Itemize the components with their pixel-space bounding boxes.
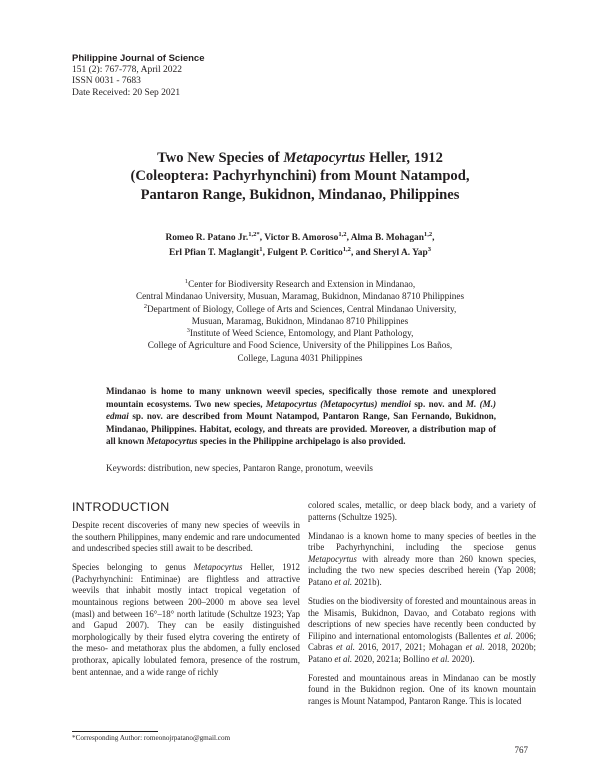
author-list (80, 231, 520, 260)
paragraph: Mindanao is a known home to many species of beetles in the tribe Pachyrhynchini, including the speciose genus Metapocyrtus with already more than 260 known species, including the two new species described herein (Yap 2008; Patano et al. 2021b). (308, 530, 536, 587)
footnote-rule (72, 731, 158, 732)
affiliations (80, 278, 520, 364)
paper-title (80, 149, 520, 204)
author-line-1: Romeo R. Patano Jr.$^{1,2*}$, Victor B. Amoroso$^{1,2}$, Alma B. Mohagan$^{1,2}$, (165, 230, 435, 243)
paragraph: Despite recent discoveries of many new species of weevils in the southern Philippines, many endemic and rare undocumented and undescribed species still await to be described. (72, 520, 300, 554)
date-received: Date Received: 20 Sep 2021 (72, 87, 181, 98)
title-line-1: Two New Species of Metapocyrtus Heller, 1912 (157, 150, 443, 166)
author-name: Romeo R. Patano Jr. (165, 233, 249, 243)
author-line-2: Erl Pfian T. Maglangit$^1$, Fulgent P. Coritico$^{1,2}$, and Sheryl A. Yap$^3$ (168, 245, 431, 258)
section-heading-introduction: INTRODUCTION (72, 500, 170, 514)
author-name: Victor B. Amoroso (264, 233, 339, 243)
author-name: Sheryl A. Yap (373, 247, 428, 258)
author-name: Erl Pfian T. Maglangit (168, 247, 260, 258)
paragraph: Studies on the biodiversity of forested and mountainous areas in the Misamis, Bukidnon, Davao, and Cotabato regions with descriptions of new species have recently been conducted by Filipino and international entomologists (Ballentes et al. 2006; Cabras et al. 2016, 2017, 2021; Mohagan et al. 2018, 2020b; Patano et al. 2020, 2021a; Bollino et al. 2020). (308, 595, 537, 664)
paragraph: colored scales, metallic, or deep black body, and a variety of patterns (Schultze 1925). (308, 500, 536, 522)
volume-pages: 151 (2): 767-778, April 2022 (72, 64, 183, 75)
affiliation-2-line-1: $^2$Department of Biology, College of Arts and Sciences, Central Mindanao University, (143, 302, 457, 314)
affiliation-3-line-3: College, Laguna 4031 Philippines (237, 352, 363, 363)
keywords: Keywords: distribution, new species, Pantaron Range, pronotum, weevils (106, 463, 373, 473)
page-number: 767 (514, 745, 528, 755)
title-line-2: (Coleoptera: Pachyrhynchini) from Mount Natampod, (130, 168, 470, 185)
author-name: Alma B. Mohagan (350, 233, 424, 243)
journal-name: Philippine Journal of Science (72, 53, 205, 64)
left-column (72, 500, 300, 686)
affiliation-2-line-2: Musuan, Maramag, Bukidnon, Mindanao 8710 Philippines (191, 315, 409, 326)
affiliation-3-line-1: $^3$Institute of Weed Science, Entomology, and Plant Pathology, (186, 327, 414, 339)
title-line-3: Pantaron Range, Bukidnon, Mindanao, Philippines (140, 186, 460, 203)
abstract: Mindanao is home to many unknown weevil species, specifically those remote and unexplored mountain ecosystems. Two new species, Metapocyrtus (Metapocyrtus) mendioi sp. nov. and M. (M.) edmai sp. nov. are described from Mount Natampod, Pantaron Range, San Fernando, Bukidnon, Mindanao, Philippines. Habitat, ecology, and threats are provided. Moreover, a distribution map of all known Metapocyrtus species in the Philippine archipelago is also provided. (106, 386, 496, 446)
paragraph: Forested and mountainous areas in Mindanao can be mostly found in the Bukidnon region. One of its known mountain ranges is Mount Natampod, Pantaron Range. This is located (308, 672, 536, 707)
author-name: Fulgent P. Coritico (267, 247, 343, 258)
journal-header (72, 53, 205, 99)
corresponding-author-footnote: *Corresponding Author: romeonojrpatano@gmail.com (72, 734, 231, 742)
right-column (308, 500, 536, 715)
title-genus: Metapocyrtus (283, 150, 366, 166)
affiliation-1-line-2: Central Mindanao University, Musuan, Maramag, Bukidnon, Mindanao 8710 Philippines (135, 291, 465, 302)
issn: ISSN 0031 - 7683 (72, 76, 141, 87)
paragraph: Species belonging to genus Metapocyrtus Heller, 1912 (Pachyrhynchini: Entiminae) are flightless and attractive weevils that inhabit mostly intact tropical vegetation of mountainous regions between 200–2000 m above sea level (masl) and between 16°–18° north latitude (Schultze 1923; Yap and Gapud 2007). They can be easily distinguished morphologically by their fused elytra covering the entirety of the meso- and metathorax plus the abdomen, a fully enclosed prothorax, apically lobulated femora, presence of the rostrum, bent antennae, and a wide range of richly (72, 562, 300, 677)
affiliation-1-line-1: $^1$Center for Biodiversity Research and Extension in Mindanao, (184, 277, 416, 289)
affiliation-3-line-2: College of Agriculture and Food Science, University of the Philippines Los Baños, (147, 340, 453, 351)
